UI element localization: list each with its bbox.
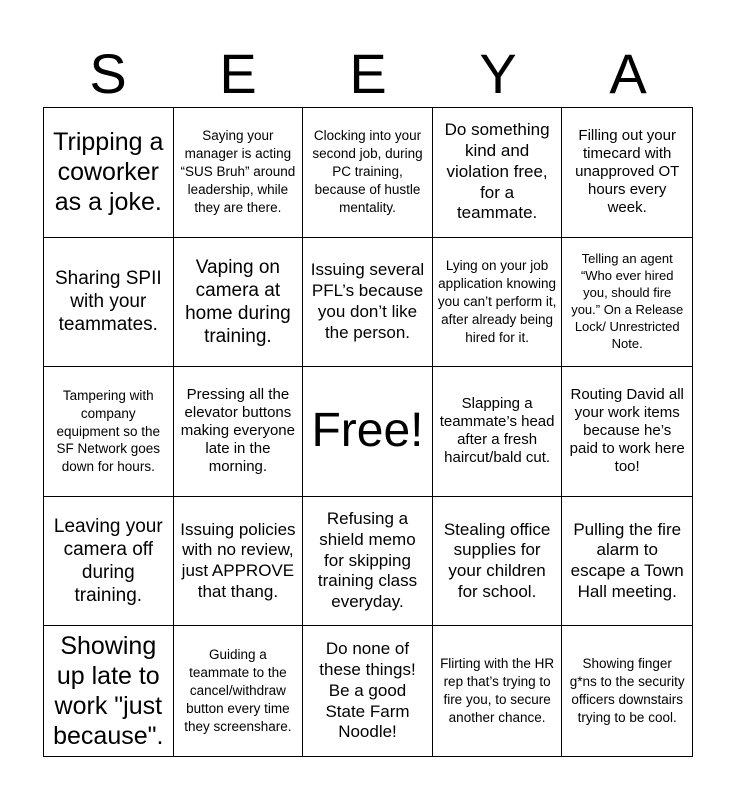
bingo-cell-text: Issuing policies with no review, just APPROVE that thang. [180,519,296,601]
bingo-cell-text: Pulling the fire alarm to escape a Town Hall meeting. [570,519,684,601]
bingo-cell-r4c3[interactable] [303,497,433,627]
header-letter-a: A [609,42,647,105]
header-letter-y: Y [479,42,517,105]
bingo-cell-r2c3[interactable] [303,238,433,368]
bingo-cell-text: Sharing SPII with your teammates. [54,268,162,336]
bingo-cell-text: Guiding a teammate to the cancel/withdraw button every time they screenshare. [184,647,292,735]
bingo-cell-r4c2[interactable] [174,497,304,627]
bingo-cell-r3c2[interactable] [174,367,304,497]
bingo-cell-r3c1[interactable] [44,367,174,497]
bingo-cell-text: Pressing all the elevator buttons making everyone late in the morning. [180,386,295,476]
bingo-cell-text: Showing finger g*ns to the security officers downstairs trying to be cool. [569,656,685,726]
bingo-cell-text: Leaving your camera off during training. [53,515,163,607]
bingo-cell-r3c5[interactable] [562,367,692,497]
bingo-cell-text: Flirting with the HR rep that’s trying to fire you, to secure another chance. [440,656,555,726]
bingo-cell-text: Vaping on camera at home during training. [185,256,291,348]
bingo-cell-text: Tripping a coworker as a joke. [53,128,164,217]
bingo-cell-r1c4[interactable] [433,108,563,238]
bingo-cell-r5c1[interactable] [44,626,174,756]
bingo-cell-text: Showing up late to work "just because". [53,632,164,751]
bingo-cell-text: Slapping a teammate’s head after a fresh haircut/bald cut. [439,395,555,467]
bingo-cell-r1c2[interactable] [174,108,304,238]
header-letter-e-1: E [219,42,257,105]
bingo-cell-r1c1[interactable] [44,108,174,238]
bingo-cell-r5c5[interactable] [562,626,692,756]
bingo-cell-text: Issuing several PFL’s because you don’t like the person. [310,260,425,342]
bingo-cell-r2c1[interactable] [44,238,174,368]
bingo-cell-r2c5[interactable] [562,238,692,368]
bingo-cell-r5c4[interactable] [433,626,563,756]
bingo-cell-text: Saying your manager is acting “SUS Bruh” around leadership, while they are there. [180,128,296,216]
bingo-cell-r4c1[interactable] [44,497,174,627]
bingo-cell-text: Stealing office supplies for your children for school. [443,519,551,601]
bingo-cell-text: Do something kind and violation free, for a teammate. [444,120,550,223]
bingo-cell-free[interactable] [303,367,433,497]
bingo-cell-text: Clocking into your second job, during PC training, because of hustle mentality. [312,128,423,216]
bingo-cell-r4c4[interactable] [433,497,563,627]
bingo-cell-r4c5[interactable] [562,497,692,627]
bingo-cell-text: Tampering with company equipment so the SF Network goes down for hours. [56,387,161,475]
bingo-cell-r1c5[interactable] [562,108,692,238]
bingo-cell-r2c4[interactable] [433,238,563,368]
bingo-header [43,40,693,108]
header-letter-s: S [89,42,127,105]
bingo-cell-r2c2[interactable] [174,238,304,368]
bingo-cell-r3c4[interactable] [433,367,563,497]
bingo-cell-r5c2[interactable] [174,626,304,756]
bingo-cell-text: Routing David all your work items because he’s paid to work here too! [569,386,685,476]
bingo-board [43,107,693,757]
bingo-cell-text: Refusing a shield memo for skipping training class everyday. [317,509,418,612]
bingo-cell-r5c3[interactable] [303,626,433,756]
bingo-cell-text: Do none of these things! Be a good State Farm Noodle! [319,639,416,742]
free-space-label: Free! [311,404,424,458]
header-letter-e-2: E [349,42,387,105]
bingo-cell-r1c3[interactable] [303,108,433,238]
bingo-cell-text: Lying on your job application knowing you can’t perform it, after already being hired for it. [437,258,557,345]
bingo-cell-text: Filling out your timecard with unapproved OT hours every week. [575,127,680,217]
bingo-cell-text: Telling an agent “Who ever hired you, should fire you.” On a Release Lock/ Unrestricted Note. [571,251,684,351]
